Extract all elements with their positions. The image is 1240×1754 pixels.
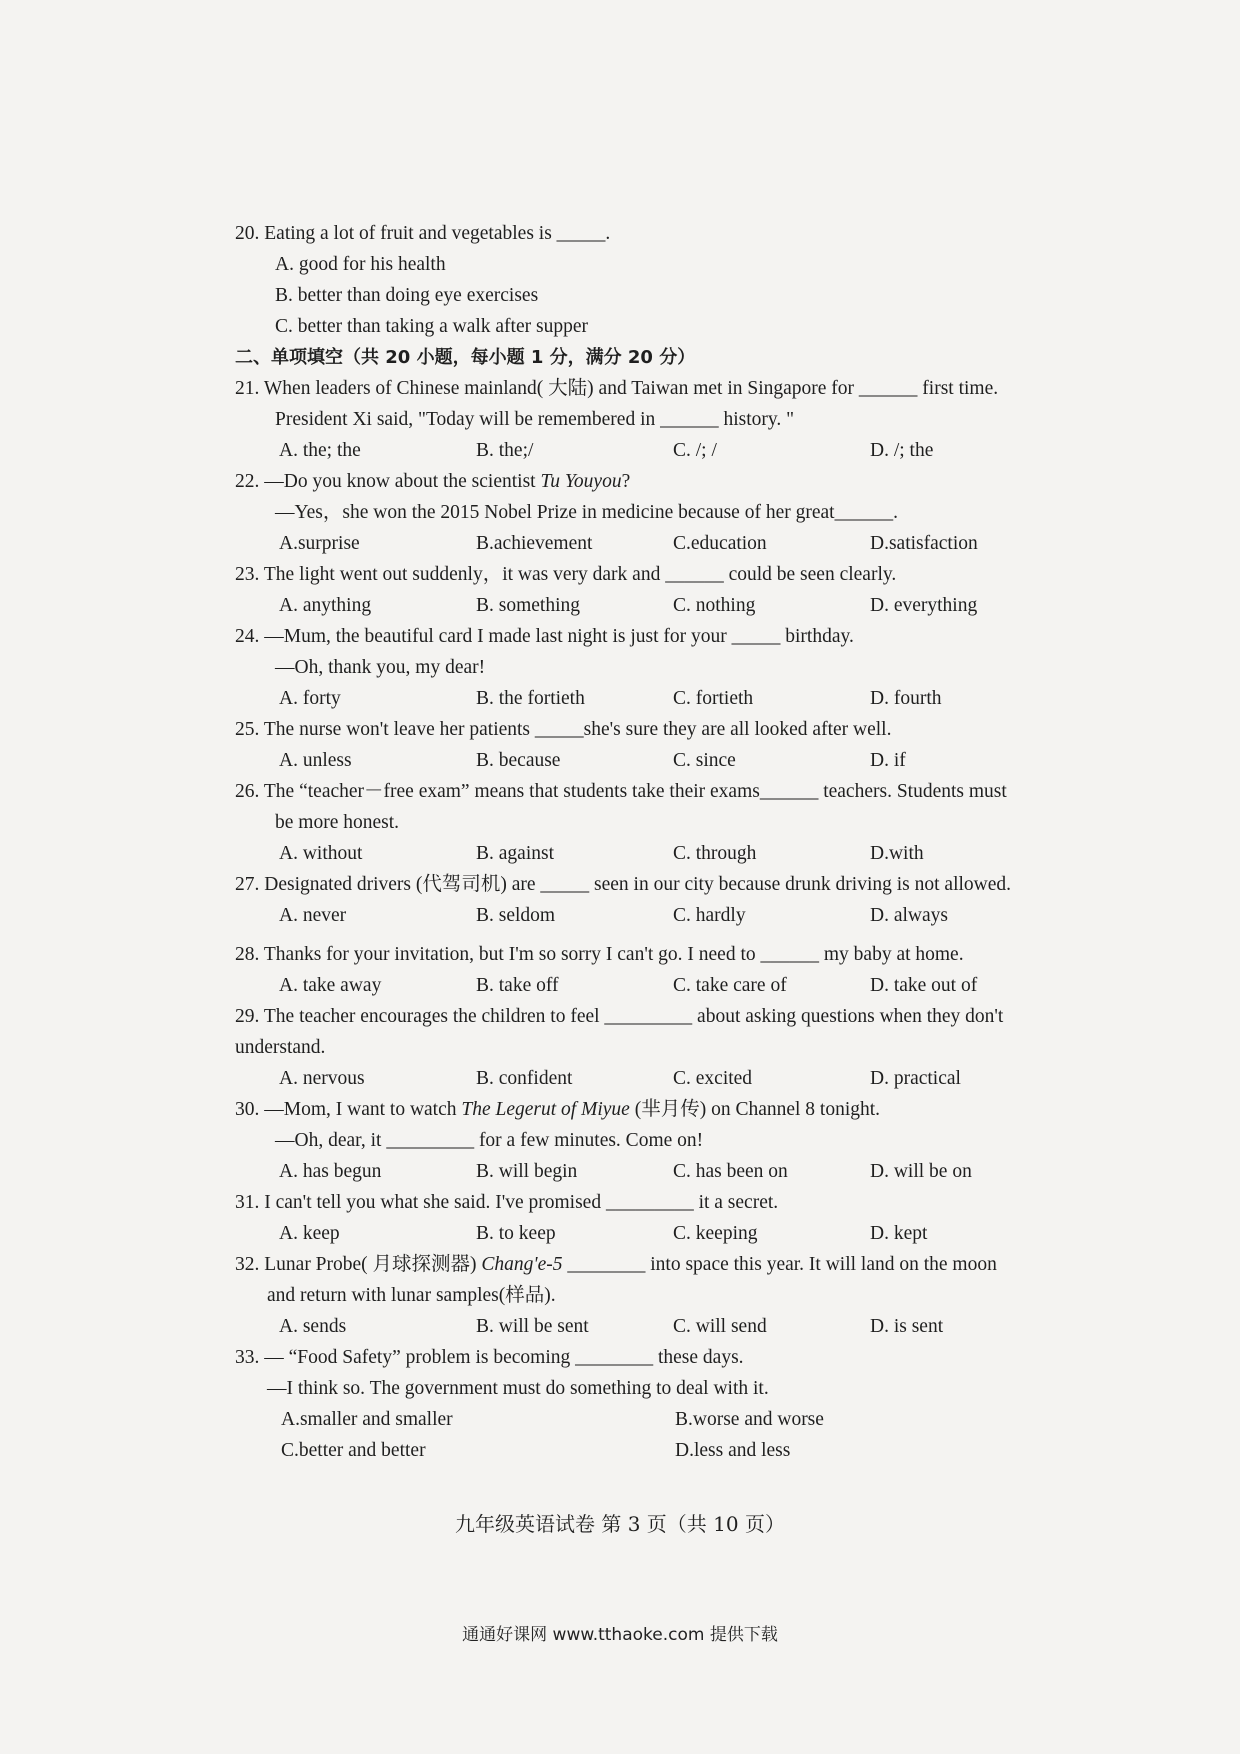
q21-option-a: A. the; the [279,440,361,461]
q29-stem: 29. The teacher encourages the children to feel _________ about asking questions when they don't [235,1006,1004,1027]
q24-stem: 24. —Mum, the beautiful card I made last night is just for your _____ birthday. [235,626,854,647]
q22-option-a: A.surprise [279,533,360,554]
q21-option-d: D. /; the [870,440,934,461]
q33-option-a: A.smaller and smaller [281,1409,453,1430]
q30-stem-pre: 30. —Mom, I want to watch [235,1099,462,1120]
q30-option-b: B. will begin [476,1161,578,1182]
q32-stem-pre: 32. Lunar Probe( 月球探测器) [235,1254,482,1275]
q27-option-c: C. hardly [673,905,746,926]
q24-reply: —Oh, thank you, my dear! [275,657,486,678]
question-list [235,218,1075,1466]
q27-option-d: D. always [870,905,948,926]
q33-options-row1 [235,1404,1075,1435]
q33-options-row2 [235,1435,1075,1466]
q29-options [235,1063,1075,1094]
q22-option-c: C.education [673,533,767,554]
q22-stem [235,466,1075,497]
q30-option-a: A. has begun [279,1161,382,1182]
q32-stem [235,1249,1075,1280]
page-footer: 九年级英语试卷 第 3 页（共 10 页） [455,1512,785,1536]
q32-option-a: A. sends [279,1316,347,1337]
q26-option-b: B. against [476,843,554,864]
q26-option-c: C. through [673,843,757,864]
q33-reply: —I think so. The government must do something to deal with it. [267,1378,769,1399]
q20-stem: 20. Eating a lot of fruit and vegetables is _____. [235,223,611,244]
q27-option-a: A. never [279,905,347,926]
q30-options [235,1156,1075,1187]
section-heading: 二、单项填空（共 20 小题，每小题 1 分，满分 20 分） [235,347,696,368]
q27-stem: 27. Designated drivers (代驾司机) are _____ seen in our city because drunk driving is not allowed. [235,874,1012,895]
q31-option-b: B. to keep [476,1223,556,1244]
q30-reply: —Oh, dear, it _________ for a few minutes. Come on! [275,1130,704,1151]
q28-option-d: D. take out of [870,975,978,996]
q27-options [235,900,1075,931]
q32-option-c: C. will send [673,1316,767,1337]
q26-option-d: D.with [870,843,924,864]
q22-scientist-name: Tu Youyou [540,471,622,492]
q28-option-c: C. take care of [673,975,787,996]
q26-stem: 26. The “teacher－free exam” means that students take their exams______ teachers. Students must [235,781,1007,802]
q30-stem [235,1094,1075,1125]
q24-option-b: B. the fortieth [476,688,585,709]
q28-options [235,970,1075,1001]
q23-stem: 23. The light went out suddenly，it was very dark and ______ could be seen clearly. [235,564,897,585]
q23-options [235,590,1075,621]
q33-stem: 33. — “Food Safety” problem is becoming ________ these days. [235,1347,744,1368]
q24-option-c: C. fortieth [673,688,754,709]
q31-stem: 31. I can't tell you what she said. I've promised _________ it a secret. [235,1192,779,1213]
q33-option-c: C.better and better [281,1440,426,1461]
q31-option-a: A. keep [279,1223,340,1244]
q29-option-b: B. confident [476,1068,573,1089]
q30-option-d: D. will be on [870,1161,972,1182]
q23-option-c: C. nothing [673,595,756,616]
q24-option-d: D. fourth [870,688,942,709]
q32-option-b: B. will be sent [476,1316,589,1337]
q31-option-d: D. kept [870,1223,928,1244]
q24-option-a: A. forty [279,688,341,709]
q27-option-b: B. seldom [476,905,556,926]
q23-option-a: A. anything [279,595,372,616]
q25-option-b: B. because [476,750,561,771]
q28-option-b: B. take off [476,975,559,996]
q26-options [235,838,1075,869]
q26-stem-cont: be more honest. [275,812,400,833]
q25-option-a: A. unless [279,750,352,771]
q32-options [235,1311,1075,1342]
download-credit: 通通好课网 www.tthaoke.com 提供下载 [462,1625,778,1645]
q21-option-b: B. the;/ [476,440,534,461]
q22-options [235,528,1075,559]
q32-probe-name: Chang'e-5 [481,1254,563,1275]
q20-option-a: A. good for his health [275,254,446,275]
q23-option-b: B. something [476,595,581,616]
q25-option-d: D. if [870,750,906,771]
q23-option-d: D. everything [870,595,978,616]
q33-option-d: D.less and less [675,1440,791,1461]
q30-option-c: C. has been on [673,1161,788,1182]
q32-stem-cont: and return with lunar samples(样品). [267,1285,556,1306]
q22-stem-pre: 22. —Do you know about the scientist [235,471,541,492]
q20-option-b: B. better than doing eye exercises [275,285,539,306]
q26-option-a: A. without [279,843,363,864]
q31-options [235,1218,1075,1249]
q29-option-c: C. excited [673,1068,753,1089]
q31-option-c: C. keeping [673,1223,758,1244]
q30-stem-post: (芈月传) on Channel 8 tonight. [629,1099,881,1120]
q25-option-c: C. since [673,750,736,771]
q29-option-d: D. practical [870,1068,961,1089]
q21-stem-cont: President Xi said, "Today will be remembered in ______ history. " [275,409,795,430]
q32-stem-post: ________ into space this year. It will land on the moon [562,1254,997,1275]
q21-option-c: C. /; / [673,440,717,461]
q22-stem-post: ? [621,471,631,492]
q24-options [235,683,1075,714]
q21-options [235,435,1075,466]
q28-option-a: A. take away [279,975,382,996]
q21-stem: 21. When leaders of Chinese mainland( 大陆) and Taiwan met in Singapore for ______ first time. [235,378,999,399]
q30-show-title: The Legerut of Miyue [461,1099,630,1120]
q25-options [235,745,1075,776]
q22-option-d: D.satisfaction [870,533,978,554]
q22-answer-line: —Yes，she won the 2015 Nobel Prize in medicine because of her great______. [275,502,898,523]
q32-option-d: D. is sent [870,1316,944,1337]
q29-option-a: A. nervous [279,1068,365,1089]
q25-stem: 25. The nurse won't leave her patients _____she's sure they are all looked after well. [235,719,892,740]
q33-option-b: B.worse and worse [675,1409,824,1430]
q22-option-b: B.achievement [476,533,593,554]
q29-stem-cont: understand. [235,1037,326,1058]
q20-option-c: C. better than taking a walk after supper [275,316,588,337]
q28-stem: 28. Thanks for your invitation, but I'm so sorry I can't go. I need to ______ my baby at home. [235,944,964,965]
